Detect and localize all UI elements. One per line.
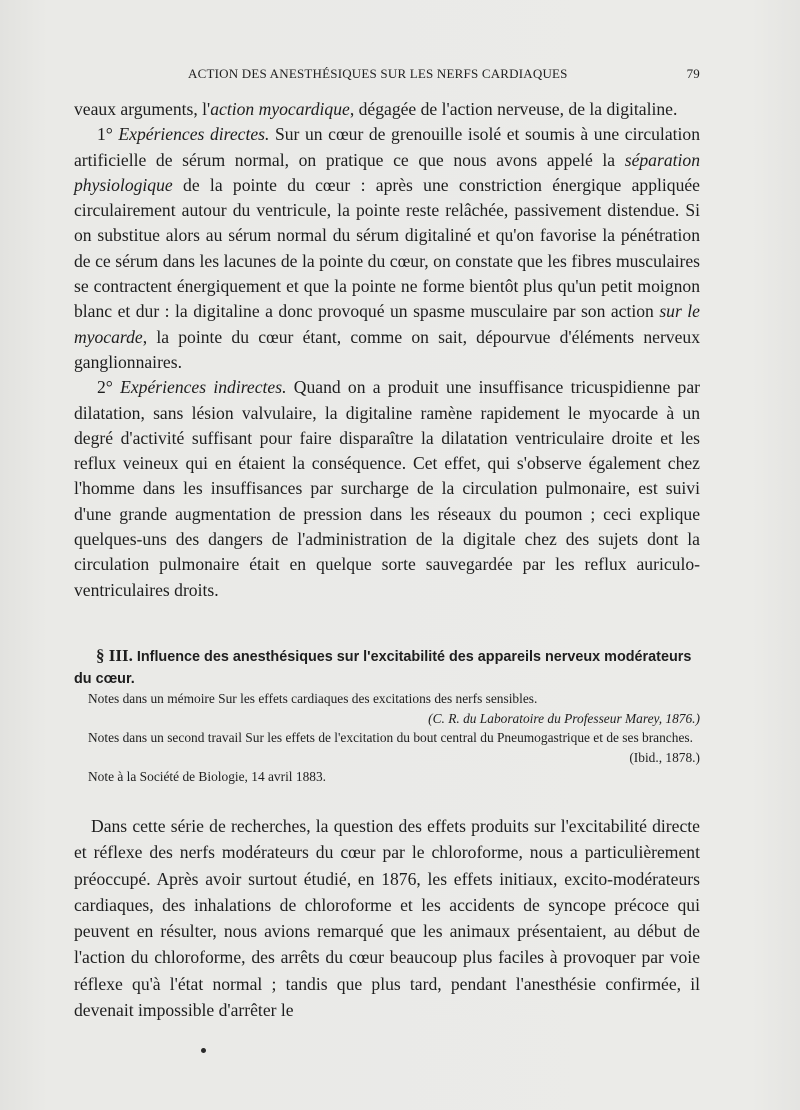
notes-block: [74, 689, 700, 787]
header-title: ACTION DES ANESTHÉSIQUES SUR LES NERFS CARDIAQUES: [188, 66, 568, 81]
note-2: Notes dans un second travail Sur les effets de l'excitation du bout central du Pneumogastrique et de ses branches.: [88, 730, 693, 745]
section-heading: [74, 645, 700, 690]
p2-text-c: Sur un cœur de grenouille isolé et soumis à une circulation artificielle de sérum normal, on pratique ce que nous avons appelé la: [74, 124, 701, 170]
page-number: 79: [686, 66, 700, 81]
p2-text-g: , la pointe du cœur étant, comme on sait, dépourvue d'éléments nerveux ganglionnaires.: [74, 326, 700, 372]
p2-italic-d: séparation physiologique: [74, 149, 700, 195]
p1-italic: action myocardique: [210, 99, 350, 119]
note-2-source-text: (Ibid., 1878.): [629, 749, 700, 765]
note-2-source: [74, 748, 700, 768]
p1-text-a: veaux arguments, l': [74, 99, 211, 119]
p3-number: 2°: [97, 377, 121, 398]
p2-italic-f: sur le myocarde: [74, 301, 700, 347]
body-text: [74, 97, 700, 603]
note-3: Note à la Société de Biologie, 14 avril 1883.: [88, 769, 326, 784]
main-paragraph: Dans cette série de recherches, la question des effets produits sur l'excitabilité directe et réflexe des nerfs modérateurs du cœur par le chloroforme, nous a particulièrement préoccupé. Après avoir surtout étudié, en 1876, les effets initiaux, excito-modérateurs cardiaques, des inhalations de chloroforme et les accidents de syncope précoce qui peuvent en résulter, nous avions remarqué que les animaux présentaient, au début de l'action du chloroforme, des arrêts du cœur beaucoup plus faciles à provoquer par voie réflexe qu'à l'état normal ; tandis que plus tard, pendant l'anesthésie confirmée, il devenait impossible d'arrêter le: [74, 816, 700, 1021]
p2-heading: Expériences directes.: [118, 124, 270, 145]
section-mark: § III.: [96, 646, 133, 665]
section-title: Influence des anesthésiques sur l'excitabilité des appareils nerveux modérateurs du cœur.: [74, 649, 692, 687]
paragraph-3: [74, 375, 700, 603]
ink-dot: [201, 1048, 206, 1053]
note-1: Notes dans un mémoire Sur les effets cardiaques des excitations des nerfs sensibles.: [88, 691, 538, 706]
p3-text-c: Quand on a produit une insuffisance tricuspidienne par dilatation, sans lésion valvulaire, la digitaline ramène rapidement le myocarde à un degré d'activité suffisant pour faire disparaître la dilatation ventriculaire droite et les reflux veineux qui en étaient la conséquence. Cet effet, qui s'observe également chez l'homme dans les insuffisances par surcharge de la circulation pulmonaire, est suivi d'une grande augmentation de pression dans les réseaux du poumon ; ceci explique quelques-uns des dangers de l'administration de la digitale chez des sujets dont la circulation pulmonaire était en quelque sorte sauvegardée par les reflux auriculo-ventriculaires droits.: [74, 377, 701, 600]
paragraph-1: [74, 97, 700, 122]
paragraph-2: [74, 122, 700, 375]
p1-text-c: , dégagée de l'action nerveuse, de la digitaline.: [349, 99, 678, 119]
note-1-source-text: (C. R. du Laboratoire du Professeur Marey, 1876.): [428, 710, 700, 726]
note-1-source: [74, 709, 700, 729]
p2-number: 1°: [97, 124, 119, 145]
p2-text-e: de la pointe du cœur : après une constriction énergique appliquée circulairement autour du ventricule, la pointe reste relâchée, passivement distendue. Si on substitue alors au sérum normal du sérum digitaliné et qu'on favorise la pénétration de ce sérum dans les lacunes de la pointe du cœur, on constate que les fibres musculaires se contractent énergiquement et que la pointe ne forme bientôt plus qu'un petit moignon blanc et dur : la digitaline a donc provoqué un spasme musculaire par son action: [74, 174, 700, 322]
p3-heading: Expériences indirectes.: [120, 377, 287, 398]
